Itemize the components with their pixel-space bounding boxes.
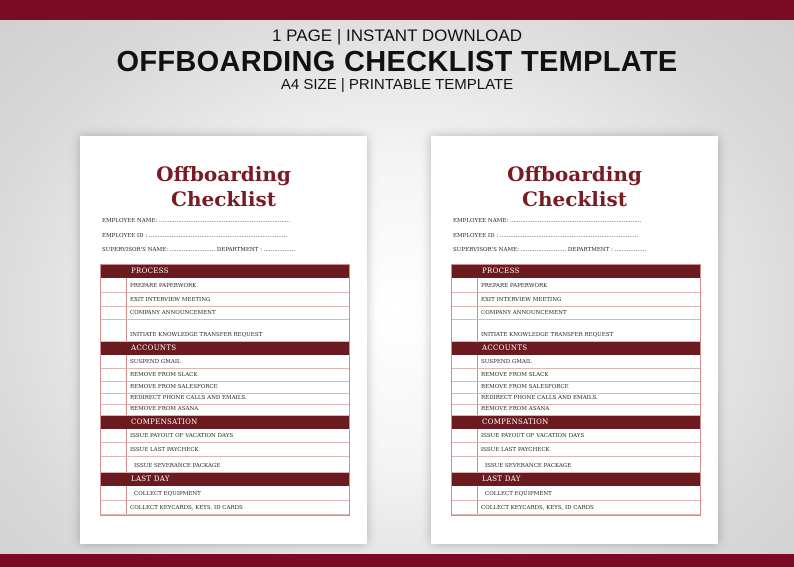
checklist-item-label: INITIATE KNOWLEDGE TRANSFER REQUEST bbox=[130, 332, 263, 338]
checklist-item-label: COMPANY ANNOUNCEMENT bbox=[130, 310, 216, 316]
checklist-item-label: EXIT INTERVIEW MEETING bbox=[130, 297, 211, 303]
sheet-title bbox=[80, 162, 367, 212]
checklist-row[interactable] bbox=[452, 293, 700, 307]
checklist-item-label: COLLECT EQUIPMENT bbox=[485, 491, 552, 497]
checklist-item-label: ISSUE SEVERANCE PACKAGE bbox=[485, 463, 572, 469]
banner-subtitle: 1 PAGE | INSTANT DOWNLOAD bbox=[271, 26, 522, 45]
checklist-row[interactable] bbox=[101, 355, 349, 369]
supervisor-department-field[interactable]: SUPERVISOR'S NAME: .......................... DEPARTMENT : .................. bbox=[102, 247, 296, 253]
checklist-item-label: PREPARE PAPERWORK bbox=[481, 283, 548, 289]
checklist-item-label: ISSUE LAST PAYCHECK bbox=[130, 447, 199, 453]
checklist-row[interactable] bbox=[452, 405, 700, 416]
section-header: ACCOUNTS bbox=[101, 342, 349, 355]
section-header: COMPENSATION bbox=[101, 416, 349, 429]
checklist-row[interactable] bbox=[452, 429, 700, 443]
checklist-item-label: EXIT INTERVIEW MEETING bbox=[481, 297, 562, 303]
checklist-item-label: REMOVE FROM ASANA bbox=[130, 406, 199, 412]
checklist-row[interactable] bbox=[101, 429, 349, 443]
employee-name-field[interactable]: EMPLOYEE NAME: ........................................................................... bbox=[102, 218, 291, 224]
checklist-row[interactable] bbox=[101, 382, 349, 394]
checklist-sheet-left bbox=[80, 136, 367, 544]
checklist-row[interactable] bbox=[452, 369, 700, 382]
sheet-title-line2: Checklist bbox=[171, 187, 276, 211]
employee-id-field[interactable]: EMPLOYEE ID : ............................................................................... bbox=[102, 233, 287, 239]
checklist-item-label: SUSPEND GMAIL bbox=[481, 359, 532, 365]
sheet-title bbox=[431, 162, 718, 212]
top-band bbox=[0, 0, 794, 20]
checklist-row[interactable] bbox=[452, 307, 700, 320]
employee-name-field[interactable]: EMPLOYEE NAME: ........................................................................... bbox=[453, 218, 642, 224]
checklist-row[interactable] bbox=[452, 394, 700, 405]
sheet-title-line1: Offboarding bbox=[156, 162, 291, 186]
checklist-item-label: REMOVE FROM ASANA bbox=[481, 406, 550, 412]
checklist-row[interactable] bbox=[101, 307, 349, 320]
checklist-item-label: REMOVE FROM SLACK bbox=[130, 372, 198, 378]
section-header: LAST DAY bbox=[101, 473, 349, 486]
checklist-row[interactable] bbox=[452, 457, 700, 473]
checklist-row[interactable] bbox=[452, 486, 700, 501]
checklist-sheet-right bbox=[431, 136, 718, 544]
banner-caption: A4 SIZE | PRINTABLE TEMPLATE bbox=[280, 76, 514, 93]
checklist-row[interactable] bbox=[101, 486, 349, 501]
checklist-item-label: ISSUE PAYOUT OF VACATION DAYS bbox=[130, 433, 234, 439]
checklist-row[interactable] bbox=[452, 320, 700, 342]
checklist-row[interactable] bbox=[101, 443, 349, 457]
checklist-item-label: COLLECT KEYCARDS, KEYS, ID CARDS bbox=[130, 505, 243, 511]
checklist-row[interactable] bbox=[101, 501, 349, 515]
checklist-row[interactable] bbox=[452, 443, 700, 457]
checklist-row[interactable] bbox=[452, 278, 700, 293]
checklist-item-label: REMOVE FROM SLACK bbox=[481, 372, 549, 378]
employee-id-field[interactable]: EMPLOYEE ID : ............................................................................... bbox=[453, 233, 638, 239]
checklist-item-label: ISSUE LAST PAYCHECK bbox=[481, 447, 550, 453]
checklist-item-label: INITIATE KNOWLEDGE TRANSFER REQUEST bbox=[481, 332, 614, 338]
checklist-table bbox=[100, 264, 350, 516]
checklist-item-label: COLLECT EQUIPMENT bbox=[134, 491, 201, 497]
checklist-row[interactable] bbox=[452, 501, 700, 515]
checklist-item-label: REDIRECT PHONE CALLS AND EMAILS. bbox=[130, 395, 247, 401]
checklist-item-label: COLLECT KEYCARDS, KEYS, ID CARDS bbox=[481, 505, 594, 511]
checklist-table bbox=[451, 264, 701, 516]
checklist-row[interactable] bbox=[101, 293, 349, 307]
checklist-row[interactable] bbox=[452, 355, 700, 369]
checklist-row[interactable] bbox=[101, 369, 349, 382]
section-header: PROCESS bbox=[452, 265, 700, 278]
checklist-row[interactable] bbox=[101, 405, 349, 416]
section-header: COMPENSATION bbox=[452, 416, 700, 429]
section-header: ACCOUNTS bbox=[452, 342, 700, 355]
section-header: PROCESS bbox=[101, 265, 349, 278]
checklist-item-label: SUSPEND GMAIL bbox=[130, 359, 181, 365]
checklist-row[interactable] bbox=[101, 394, 349, 405]
supervisor-department-field[interactable]: SUPERVISOR'S NAME: .......................... DEPARTMENT : .................. bbox=[453, 247, 647, 253]
checklist-item-label: REMOVE FROM SALESFORCE bbox=[481, 384, 569, 390]
sheet-title-line1: Offboarding bbox=[507, 162, 642, 186]
sheet-title-line2: Checklist bbox=[522, 187, 627, 211]
checklist-item-label: COMPANY ANNOUNCEMENT bbox=[481, 310, 567, 316]
checklist-row[interactable] bbox=[101, 278, 349, 293]
checklist-item-label: ISSUE SEVERANCE PACKAGE bbox=[134, 463, 221, 469]
banner-title: OFFBOARDING CHECKLIST TEMPLATE bbox=[116, 46, 678, 78]
checklist-item-label: REMOVE FROM SALESFORCE bbox=[130, 384, 218, 390]
checklist-row[interactable] bbox=[101, 320, 349, 342]
checklist-item-label: ISSUE PAYOUT OF VACATION DAYS bbox=[481, 433, 585, 439]
checklist-row[interactable] bbox=[452, 382, 700, 394]
checklist-item-label: REDIRECT PHONE CALLS AND EMAILS. bbox=[481, 395, 598, 401]
bottom-band bbox=[0, 554, 794, 567]
checklist-item-label: PREPARE PAPERWORK bbox=[130, 283, 197, 289]
section-header: LAST DAY bbox=[452, 473, 700, 486]
checklist-row[interactable] bbox=[101, 457, 349, 473]
